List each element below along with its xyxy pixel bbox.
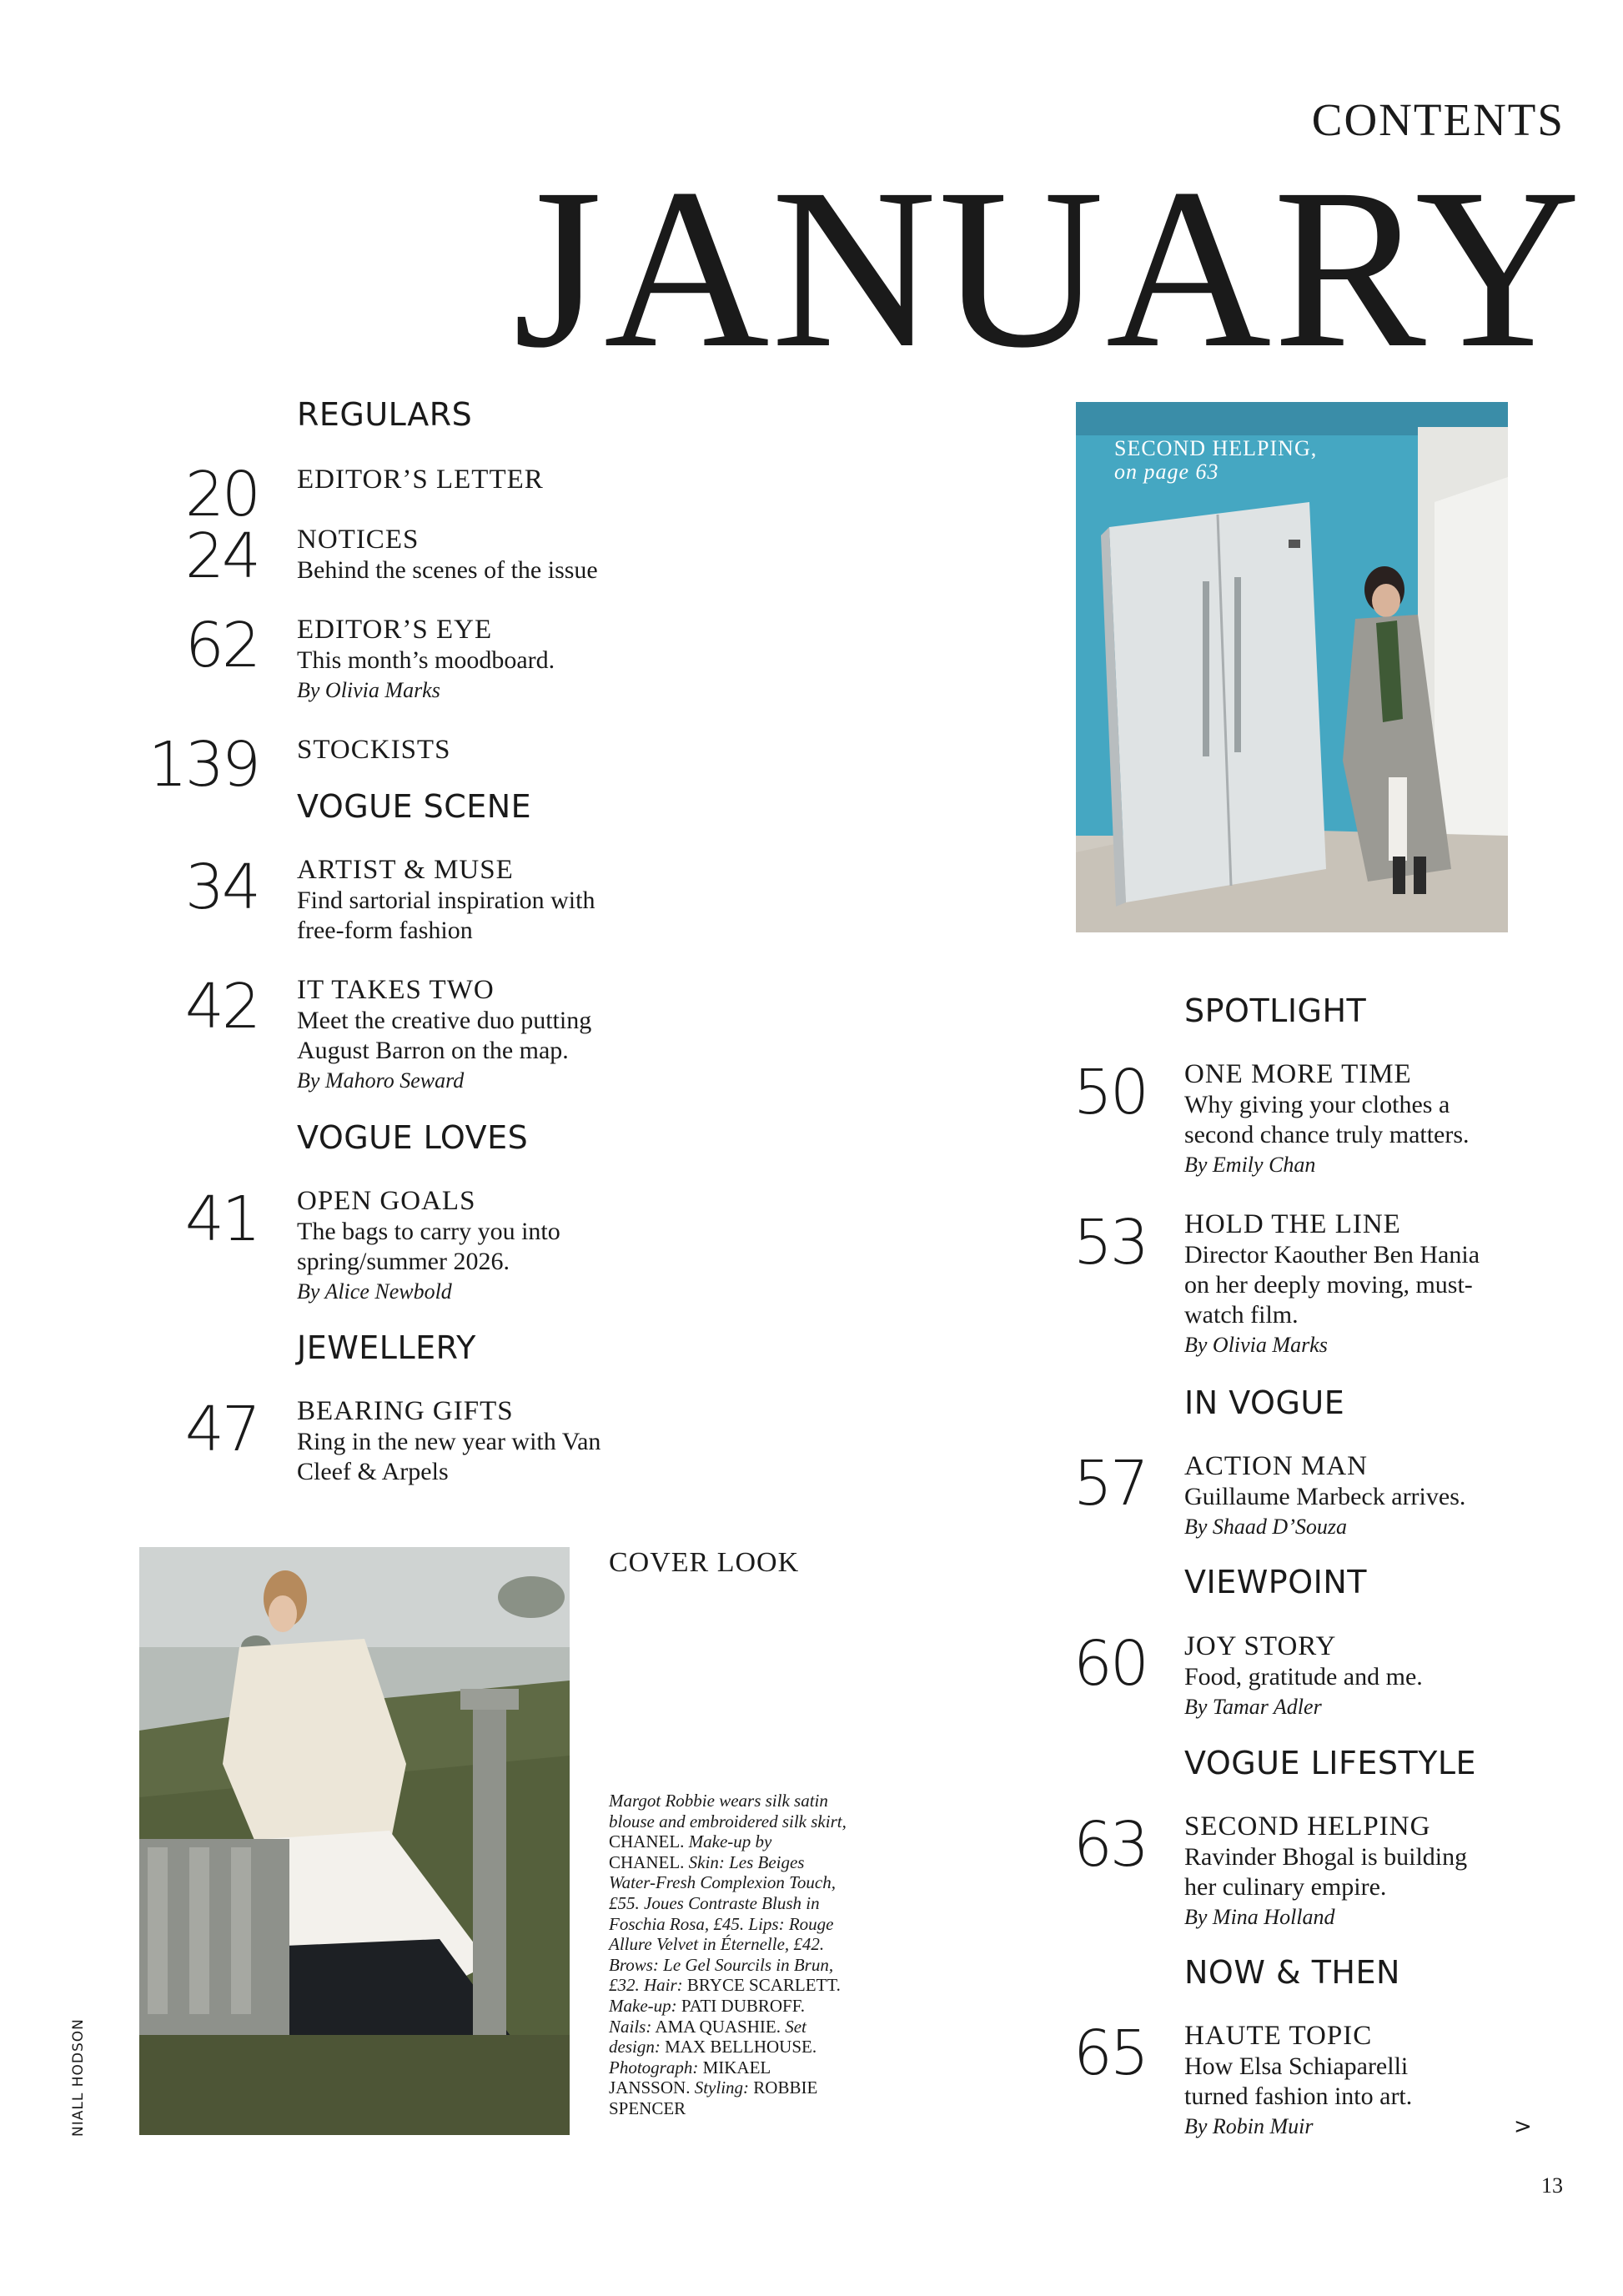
- entry-title: STOCKISTS: [297, 735, 451, 765]
- entry-description: Why giving your clothes a second chance truly matters.: [1184, 1091, 1470, 1148]
- entry-title: BEARING GIFTS: [297, 1396, 514, 1426]
- entry-description: Meet the creative duo putting August Barron on the map.: [297, 1007, 592, 1064]
- caption-part: MAX BELLHOUSE.: [660, 2037, 817, 2057]
- caption-part: Skin: Les Beiges Water-Fresh Complexion Touch, £55. Joues Contraste Blush in Foschia Rosa, £45. Lips: Rouge Allure Velvet in Éternelle, £42. Brows: Le Gel Sourcils in Brun, £32. Hair:: [609, 1851, 836, 1996]
- page-number-24: 24: [184, 520, 259, 592]
- entry-description: Find sartorial inspiration with free-form fashion: [297, 887, 595, 944]
- entry-byline: By Alice Newbold: [297, 1279, 452, 1304]
- entry-joy-story[interactable]: [1184, 1631, 1551, 1722]
- entry-editors-eye[interactable]: [297, 615, 664, 706]
- entry-description: Behind the scenes of the issue: [297, 556, 598, 584]
- page-number-57: 57: [1073, 1448, 1147, 1520]
- entry-second-helping[interactable]: [1184, 1811, 1551, 1932]
- page-number-53: 53: [1073, 1207, 1147, 1279]
- section-now-then: NOW & THEN: [1184, 1954, 1400, 1991]
- entry-artist-muse[interactable]: [297, 855, 664, 946]
- caption-part: Set design:: [609, 2016, 806, 2057]
- entry-stockists[interactable]: [297, 735, 664, 766]
- entry-byline: By Olivia Marks: [297, 678, 440, 702]
- feature-image-second-helping[interactable]: [1076, 402, 1508, 932]
- cover-caption: [609, 1791, 847, 2119]
- page-number-62: 62: [184, 610, 259, 681]
- contents-label: CONTENTS: [1311, 94, 1565, 145]
- entry-description: Ring in the new year with Van Cleef & Arpels: [297, 1428, 601, 1485]
- section-viewpoint: VIEWPOINT: [1184, 1564, 1367, 1600]
- entry-description: The bags to carry you into spring/summer 2026.: [297, 1218, 560, 1275]
- month-title: JANUARY: [513, 142, 1583, 395]
- entry-haute-topic[interactable]: [1184, 2021, 1551, 2142]
- feature-label-page: on page 63: [1114, 460, 1219, 484]
- section-vogue-scene: VOGUE SCENE: [297, 788, 532, 825]
- feature-label-title: SECOND HELPING,: [1114, 436, 1318, 460]
- entry-description: This month’s moodboard.: [297, 646, 555, 674]
- section-vogue-lifestyle: VOGUE LIFESTYLE: [1184, 1745, 1477, 1781]
- entry-notices[interactable]: [297, 525, 664, 585]
- page-number-63: 63: [1073, 1809, 1147, 1881]
- page-number-60: 60: [1073, 1628, 1147, 1700]
- caption-part: AMA QUASHIE.: [651, 2016, 786, 2037]
- caption-part: Styling:: [694, 2077, 750, 2098]
- entry-title: EDITOR’S EYE: [297, 615, 493, 645]
- caption-part: CHANEL.: [609, 1831, 689, 1852]
- page-number-20: 20: [184, 459, 259, 530]
- entry-title: HOLD THE LINE: [1184, 1209, 1401, 1239]
- page-number-65: 65: [1073, 2017, 1147, 2089]
- entry-description: Guillaume Marbeck arrives.: [1184, 1483, 1466, 1510]
- entry-hold-the-line[interactable]: [1184, 1209, 1551, 1360]
- entry-byline: By Olivia Marks: [1184, 1333, 1328, 1357]
- caption-part: Make-up by: [688, 1831, 772, 1852]
- page-number-47: 47: [184, 1394, 259, 1465]
- caption-part: Nails:: [609, 2016, 652, 2037]
- caption-part: PATI DUBROFF.: [676, 1995, 805, 2016]
- caption-part: ROBBIE SPENCER: [609, 2077, 818, 2118]
- entry-action-man[interactable]: [1184, 1451, 1551, 1542]
- caption-part: Make-up:: [609, 1995, 677, 2016]
- section-vogue-loves: VOGUE LOVES: [297, 1119, 529, 1156]
- entry-editors-letter[interactable]: [297, 465, 664, 495]
- entry-title: OPEN GOALS: [297, 1186, 476, 1216]
- entry-one-more-time[interactable]: [1184, 1059, 1551, 1180]
- entry-byline: By Tamar Adler: [1184, 1695, 1322, 1719]
- photo-credit: NIALL HODSON: [70, 2018, 87, 2137]
- section-jewellery: JEWELLERY: [297, 1329, 476, 1366]
- section-regulars: REGULARS: [297, 396, 473, 433]
- section-spotlight: SPOTLIGHT: [1184, 992, 1367, 1029]
- entry-byline: By Robin Muir: [1184, 2114, 1314, 2138]
- cover-photo-image: [139, 1547, 570, 2135]
- entry-title: ACTION MAN: [1184, 1451, 1368, 1481]
- caption-part: Photograph:: [609, 2057, 699, 2077]
- page-number: 13: [1541, 2173, 1563, 2198]
- page-number-41: 41: [184, 1183, 259, 1255]
- entry-title: JOY STORY: [1184, 1631, 1337, 1661]
- entry-title: NOTICES: [297, 525, 420, 555]
- cover-look-heading: COVER LOOK: [609, 1547, 800, 1578]
- entry-description: Food, gratitude and me.: [1184, 1663, 1423, 1691]
- entry-it-takes-two[interactable]: [297, 975, 664, 1096]
- caption-part: MIKAEL JANSSON.: [609, 2057, 771, 2098]
- caption-part: CHANEL.: [609, 1851, 689, 1872]
- feature-image-label: [1114, 437, 1317, 484]
- section-in-vogue: IN VOGUE: [1184, 1384, 1345, 1421]
- page-number-50: 50: [1073, 1057, 1147, 1128]
- caption-part: BRYCE SCARLETT.: [682, 1975, 841, 1996]
- entry-byline: By Shaad D’Souza: [1184, 1515, 1347, 1539]
- caption-part: Margot Robbie wears silk satin blouse and embroidered silk skirt,: [609, 1791, 847, 1831]
- next-page-arrow-icon[interactable]: >: [1514, 2114, 1532, 2139]
- entry-title: ARTIST & MUSE: [297, 855, 514, 885]
- entry-byline: By Mina Holland: [1184, 1905, 1335, 1929]
- page-number-34: 34: [184, 852, 259, 923]
- entry-byline: By Mahoro Seward: [297, 1068, 465, 1093]
- entry-title: IT TAKES TWO: [297, 975, 495, 1005]
- page-number-139: 139: [148, 729, 259, 801]
- entry-title: ONE MORE TIME: [1184, 1059, 1412, 1089]
- entry-open-goals[interactable]: [297, 1186, 664, 1307]
- entry-description: Director Kaouther Ben Hania on her deeply moving, must-watch film.: [1184, 1241, 1480, 1329]
- entry-title: SECOND HELPING: [1184, 1811, 1431, 1841]
- entry-description: How Elsa Schiaparelli turned fashion into art.: [1184, 2052, 1413, 2110]
- entry-bearing-gifts[interactable]: [297, 1396, 664, 1487]
- entry-description: Ravinder Bhogal is building her culinary empire.: [1184, 1843, 1468, 1901]
- cover-photo: [139, 1547, 570, 2135]
- entry-title: EDITOR’S LETTER: [297, 465, 544, 495]
- entry-title: HAUTE TOPIC: [1184, 2021, 1373, 2051]
- page-number-42: 42: [184, 971, 259, 1042]
- entry-byline: By Emily Chan: [1184, 1153, 1316, 1177]
